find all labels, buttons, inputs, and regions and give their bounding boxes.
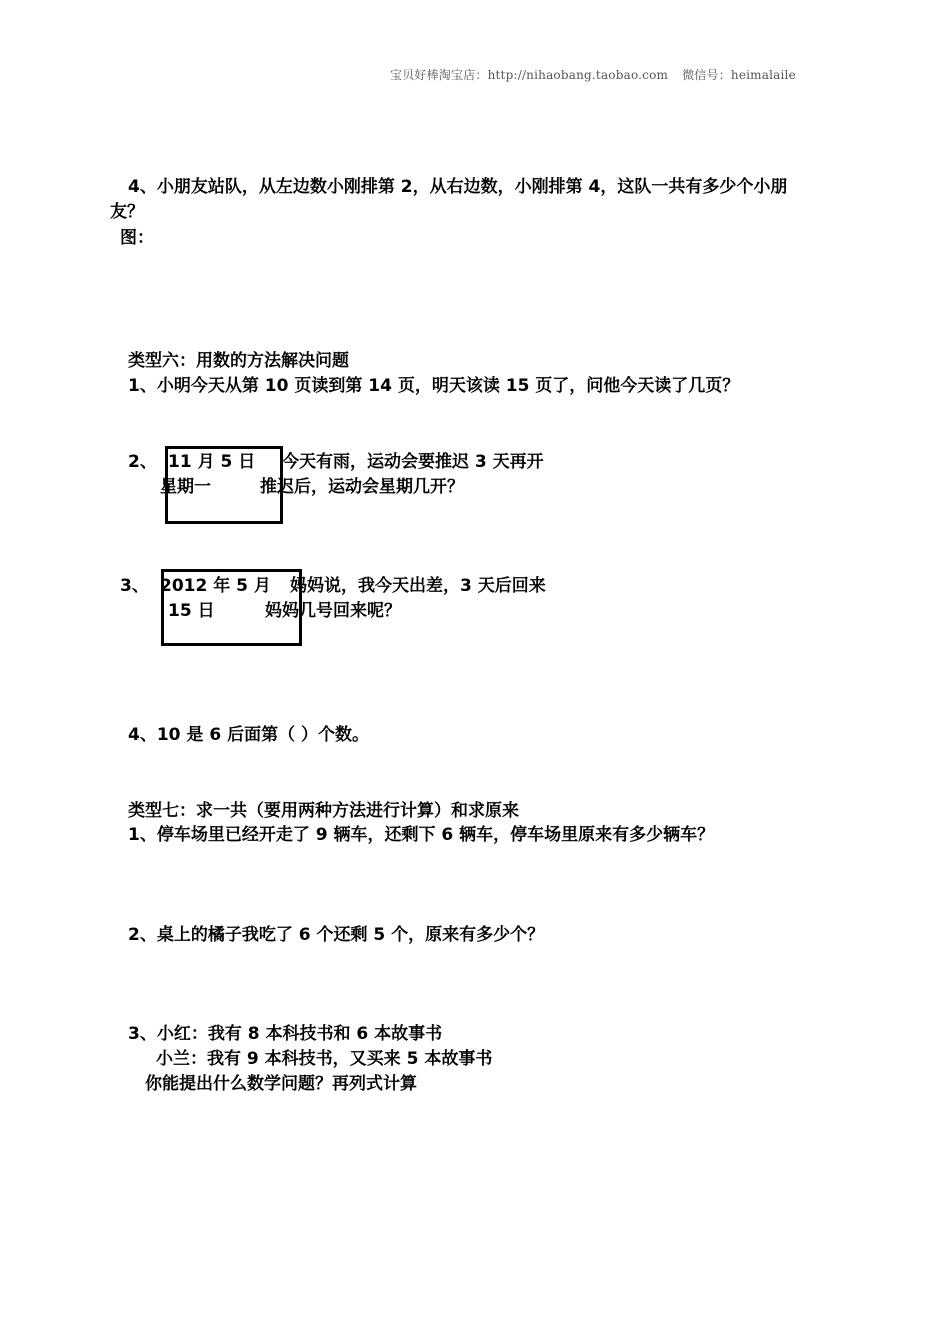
- type6-q3-text2: 妈妈几号回来呢？: [265, 601, 401, 621]
- type7-question-2: 2、桌上的橘子我吃了 6 个还剩 5 个，原来有多少个？: [128, 925, 545, 945]
- type6-question-1: 1、小明今天从第 10 页读到第 14 页，明天该读 15 页了，问他今天读了几页？: [128, 376, 740, 396]
- type6-q2-text1: 今天有雨，运动会要推迟 3 天再开: [282, 452, 544, 472]
- section-title-type7: 类型七：求一共（要用两种方法进行计算）和求原来: [128, 801, 519, 821]
- calendar-weekday: 星期一: [160, 477, 211, 497]
- type7-q3-line1: 3、小红：我有 8 本科技书和 6 本故事书: [128, 1024, 443, 1044]
- type6-question-4: 4、10 是 6 后面第（ ）个数。: [128, 725, 369, 745]
- count-question-line2: 友？: [110, 202, 144, 222]
- type6-q3-number: 3、: [120, 576, 149, 596]
- section-title-type6: 类型六：用数的方法解决问题: [128, 351, 349, 371]
- type7-question-1: 1、停车场里已经开走了 9 辆车，还剩下 6 辆车，停车场里原来有多少辆车？: [128, 825, 715, 845]
- diagram-label: 图：: [120, 228, 154, 248]
- page-header: [390, 66, 796, 83]
- shop-url: 宝贝好棒淘宝店：http://nihaobang.taobao.com: [390, 68, 669, 82]
- type7-q3-line3: 你能提出什么数学问题？再列式计算: [145, 1074, 417, 1094]
- wechat-id: 微信号：heimalaile: [682, 68, 796, 82]
- type6-q3-text1: 妈妈说，我今天出差，3 天后回来: [290, 576, 546, 596]
- type6-q2-number: 2、: [128, 452, 157, 472]
- calendar-date: 11 月 5 日: [168, 452, 256, 472]
- calendar-year-month: 2012 年 5 月: [160, 576, 271, 596]
- calendar-day: 15 日: [168, 601, 215, 621]
- type6-q2-text2: 推迟后，运动会星期几开？: [260, 477, 464, 497]
- type7-q3-line2: 小兰：我有 9 本科技书，又买来 5 本故事书: [156, 1049, 493, 1069]
- count-question-line1: 4、小朋友站队，从左边数小刚排第 2，从右边数，小刚排第 4，这队一共有多少个小朋: [128, 177, 788, 197]
